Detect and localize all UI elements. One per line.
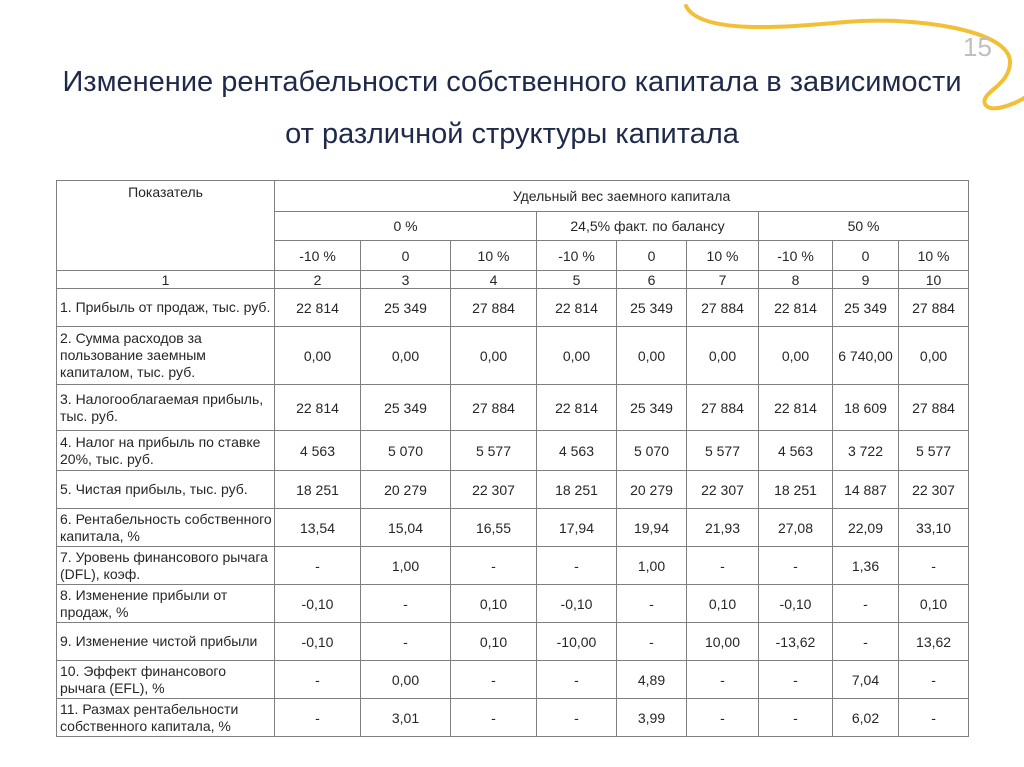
table-cell: 22 307 xyxy=(451,471,537,509)
capital-structure-table xyxy=(56,180,969,737)
table-cell: 5 070 xyxy=(361,431,451,471)
row-label: 4. Налог на прибыль по ставке 20%, тыс. руб. xyxy=(57,431,275,471)
table-cell: - xyxy=(537,661,617,699)
table-cell: 1,00 xyxy=(361,547,451,585)
table-cell: 25 349 xyxy=(833,289,899,327)
table-cell: 4 563 xyxy=(759,431,833,471)
table-cell: - xyxy=(687,547,759,585)
table-cell: - xyxy=(759,661,833,699)
table-cell: - xyxy=(687,699,759,737)
table-cell: 10,00 xyxy=(687,623,759,661)
header-indicator: Показатель xyxy=(57,181,275,271)
column-number-cell: 9 xyxy=(833,271,899,289)
table-body xyxy=(57,289,969,737)
header-share-actual: 24,5% факт. по балансу xyxy=(537,212,759,241)
table-cell: - xyxy=(361,585,451,623)
table-cell: 1,36 xyxy=(833,547,899,585)
table-cell: 25 349 xyxy=(617,289,687,327)
column-number-cell: 6 xyxy=(617,271,687,289)
table-cell: 13,62 xyxy=(899,623,969,661)
row-label: 2. Сумма расходов за пользование заемным капиталом, тыс. руб. xyxy=(57,327,275,385)
table-cell: - xyxy=(833,623,899,661)
table-cell: 0,10 xyxy=(687,585,759,623)
header-column-numbers-row xyxy=(57,271,969,289)
header-change-cell: -10 % xyxy=(759,241,833,271)
table-cell: - xyxy=(899,699,969,737)
table-cell: 14 887 xyxy=(833,471,899,509)
table-cell: 25 349 xyxy=(361,289,451,327)
table-cell: 7,04 xyxy=(833,661,899,699)
table-cell: - xyxy=(275,661,361,699)
table-cell: - xyxy=(451,699,537,737)
table-cell: 20 279 xyxy=(617,471,687,509)
table-row xyxy=(57,289,969,327)
table-cell: 22 814 xyxy=(275,289,361,327)
table-cell: 25 349 xyxy=(617,385,687,431)
table-cell: - xyxy=(617,623,687,661)
column-number-cell: 10 xyxy=(899,271,969,289)
column-number-cell: 5 xyxy=(537,271,617,289)
header-share-50: 50 % xyxy=(759,212,969,241)
table-cell: 1,00 xyxy=(617,547,687,585)
table-cell: 0,10 xyxy=(451,623,537,661)
table-cell: 6 740,00 xyxy=(833,327,899,385)
header-change-cell: -10 % xyxy=(537,241,617,271)
table-cell: 5 070 xyxy=(617,431,687,471)
table-cell: 0,00 xyxy=(451,327,537,385)
table-cell: -0,10 xyxy=(537,585,617,623)
row-label: 9. Изменение чистой прибыли xyxy=(57,623,275,661)
table-cell: - xyxy=(275,547,361,585)
table-row xyxy=(57,699,969,737)
table-cell: - xyxy=(537,547,617,585)
table-cell: 22,09 xyxy=(833,509,899,547)
table-cell: - xyxy=(617,585,687,623)
header-change-cell: 0 xyxy=(617,241,687,271)
header-change-cell: 10 % xyxy=(687,241,759,271)
table-cell: 3,01 xyxy=(361,699,451,737)
column-number-cell: 7 xyxy=(687,271,759,289)
table-cell: 21,93 xyxy=(687,509,759,547)
table-cell: 4,89 xyxy=(617,661,687,699)
row-label: 5. Чистая прибыль, тыс. руб. xyxy=(57,471,275,509)
table-row xyxy=(57,471,969,509)
table-cell: 6,02 xyxy=(833,699,899,737)
column-number-cell: 8 xyxy=(759,271,833,289)
table-cell: -13,62 xyxy=(759,623,833,661)
table-cell: 18 251 xyxy=(759,471,833,509)
table-cell: - xyxy=(759,547,833,585)
table-row xyxy=(57,623,969,661)
table-cell: 27 884 xyxy=(687,385,759,431)
table-cell: 15,04 xyxy=(361,509,451,547)
table-cell: 0,10 xyxy=(899,585,969,623)
table-cell: - xyxy=(759,699,833,737)
table-cell: 18 251 xyxy=(537,471,617,509)
header-change-cell: -10 % xyxy=(275,241,361,271)
table-cell: 3,99 xyxy=(617,699,687,737)
table-cell: 0,00 xyxy=(617,327,687,385)
table-cell: - xyxy=(537,699,617,737)
table-cell: 22 814 xyxy=(537,289,617,327)
header-change-cell: 0 xyxy=(361,241,451,271)
slide-number: 15 xyxy=(963,32,992,62)
table-cell: 22 307 xyxy=(899,471,969,509)
header-debt-share: Удельный вес заемного капитала xyxy=(275,181,969,212)
header-change-cell: 10 % xyxy=(451,241,537,271)
table-cell: 0,00 xyxy=(275,327,361,385)
table-cell: -0,10 xyxy=(759,585,833,623)
table-cell: - xyxy=(361,623,451,661)
table-row xyxy=(57,327,969,385)
column-number-cell: 1 xyxy=(57,271,275,289)
table-cell: 33,10 xyxy=(899,509,969,547)
table-cell: 0,00 xyxy=(361,661,451,699)
table-cell: 16,55 xyxy=(451,509,537,547)
table-cell: 22 814 xyxy=(759,385,833,431)
table-cell: 22 814 xyxy=(759,289,833,327)
row-label: 1. Прибыль от продаж, тыс. руб. xyxy=(57,289,275,327)
table-cell: - xyxy=(899,547,969,585)
table-cell: - xyxy=(451,547,537,585)
column-number-cell: 4 xyxy=(451,271,537,289)
table-cell: 0,00 xyxy=(687,327,759,385)
table-cell: - xyxy=(451,661,537,699)
table-cell: 0,10 xyxy=(451,585,537,623)
table-cell: -10,00 xyxy=(537,623,617,661)
row-label: 7. Уровень финансового рычага (DFL), коэф. xyxy=(57,547,275,585)
table-cell: 3 722 xyxy=(833,431,899,471)
column-number-cell: 3 xyxy=(361,271,451,289)
slide-title-line-1: Изменение рентабельности собственного капитала в зависимости xyxy=(62,66,962,98)
table-cell: 18 609 xyxy=(833,385,899,431)
table-cell: 4 563 xyxy=(537,431,617,471)
table-cell: 27 884 xyxy=(899,385,969,431)
table-cell: 0,00 xyxy=(899,327,969,385)
table-row xyxy=(57,547,969,585)
table-cell: 27,08 xyxy=(759,509,833,547)
table-cell: -0,10 xyxy=(275,623,361,661)
row-label: 6. Рентабельность собственного капитала, % xyxy=(57,509,275,547)
table-row xyxy=(57,585,969,623)
table-cell: - xyxy=(687,661,759,699)
table-cell: 27 884 xyxy=(451,289,537,327)
row-label: 10. Эффект финансового рычага (EFL), % xyxy=(57,661,275,699)
table-cell: 5 577 xyxy=(451,431,537,471)
column-number-cell: 2 xyxy=(275,271,361,289)
row-label: 8. Изменение прибыли от продаж, % xyxy=(57,585,275,623)
table-cell: 0,00 xyxy=(537,327,617,385)
table-cell: 22 307 xyxy=(687,471,759,509)
table-cell: 5 577 xyxy=(687,431,759,471)
table-cell: 17,94 xyxy=(537,509,617,547)
table-cell: 20 279 xyxy=(361,471,451,509)
table-cell: - xyxy=(275,699,361,737)
table-cell: 22 814 xyxy=(275,385,361,431)
table-cell: 19,94 xyxy=(617,509,687,547)
table-cell: - xyxy=(899,661,969,699)
header-change-cell: 10 % xyxy=(899,241,969,271)
table-cell: 13,54 xyxy=(275,509,361,547)
table-cell: 4 563 xyxy=(275,431,361,471)
table-cell: -0,10 xyxy=(275,585,361,623)
table-cell: 0,00 xyxy=(759,327,833,385)
table-cell: 27 884 xyxy=(899,289,969,327)
table-cell: 18 251 xyxy=(275,471,361,509)
table-cell: 0,00 xyxy=(361,327,451,385)
table-cell: 25 349 xyxy=(361,385,451,431)
row-label: 11. Размах рентабельности собственного капитала, % xyxy=(57,699,275,737)
header-change-cell: 0 xyxy=(833,241,899,271)
table-cell: - xyxy=(833,585,899,623)
header-share-0: 0 % xyxy=(275,212,537,241)
table-row xyxy=(57,509,969,547)
table-cell: 27 884 xyxy=(451,385,537,431)
table-row xyxy=(57,385,969,431)
table-row xyxy=(57,661,969,699)
table-row xyxy=(57,431,969,471)
slide-title-line-2: от различной структуры капитала xyxy=(285,118,739,150)
table-cell: 5 577 xyxy=(899,431,969,471)
row-label: 3. Налогооблагаемая прибыль, тыс. руб. xyxy=(57,385,275,431)
table-cell: 27 884 xyxy=(687,289,759,327)
table-cell: 22 814 xyxy=(537,385,617,431)
